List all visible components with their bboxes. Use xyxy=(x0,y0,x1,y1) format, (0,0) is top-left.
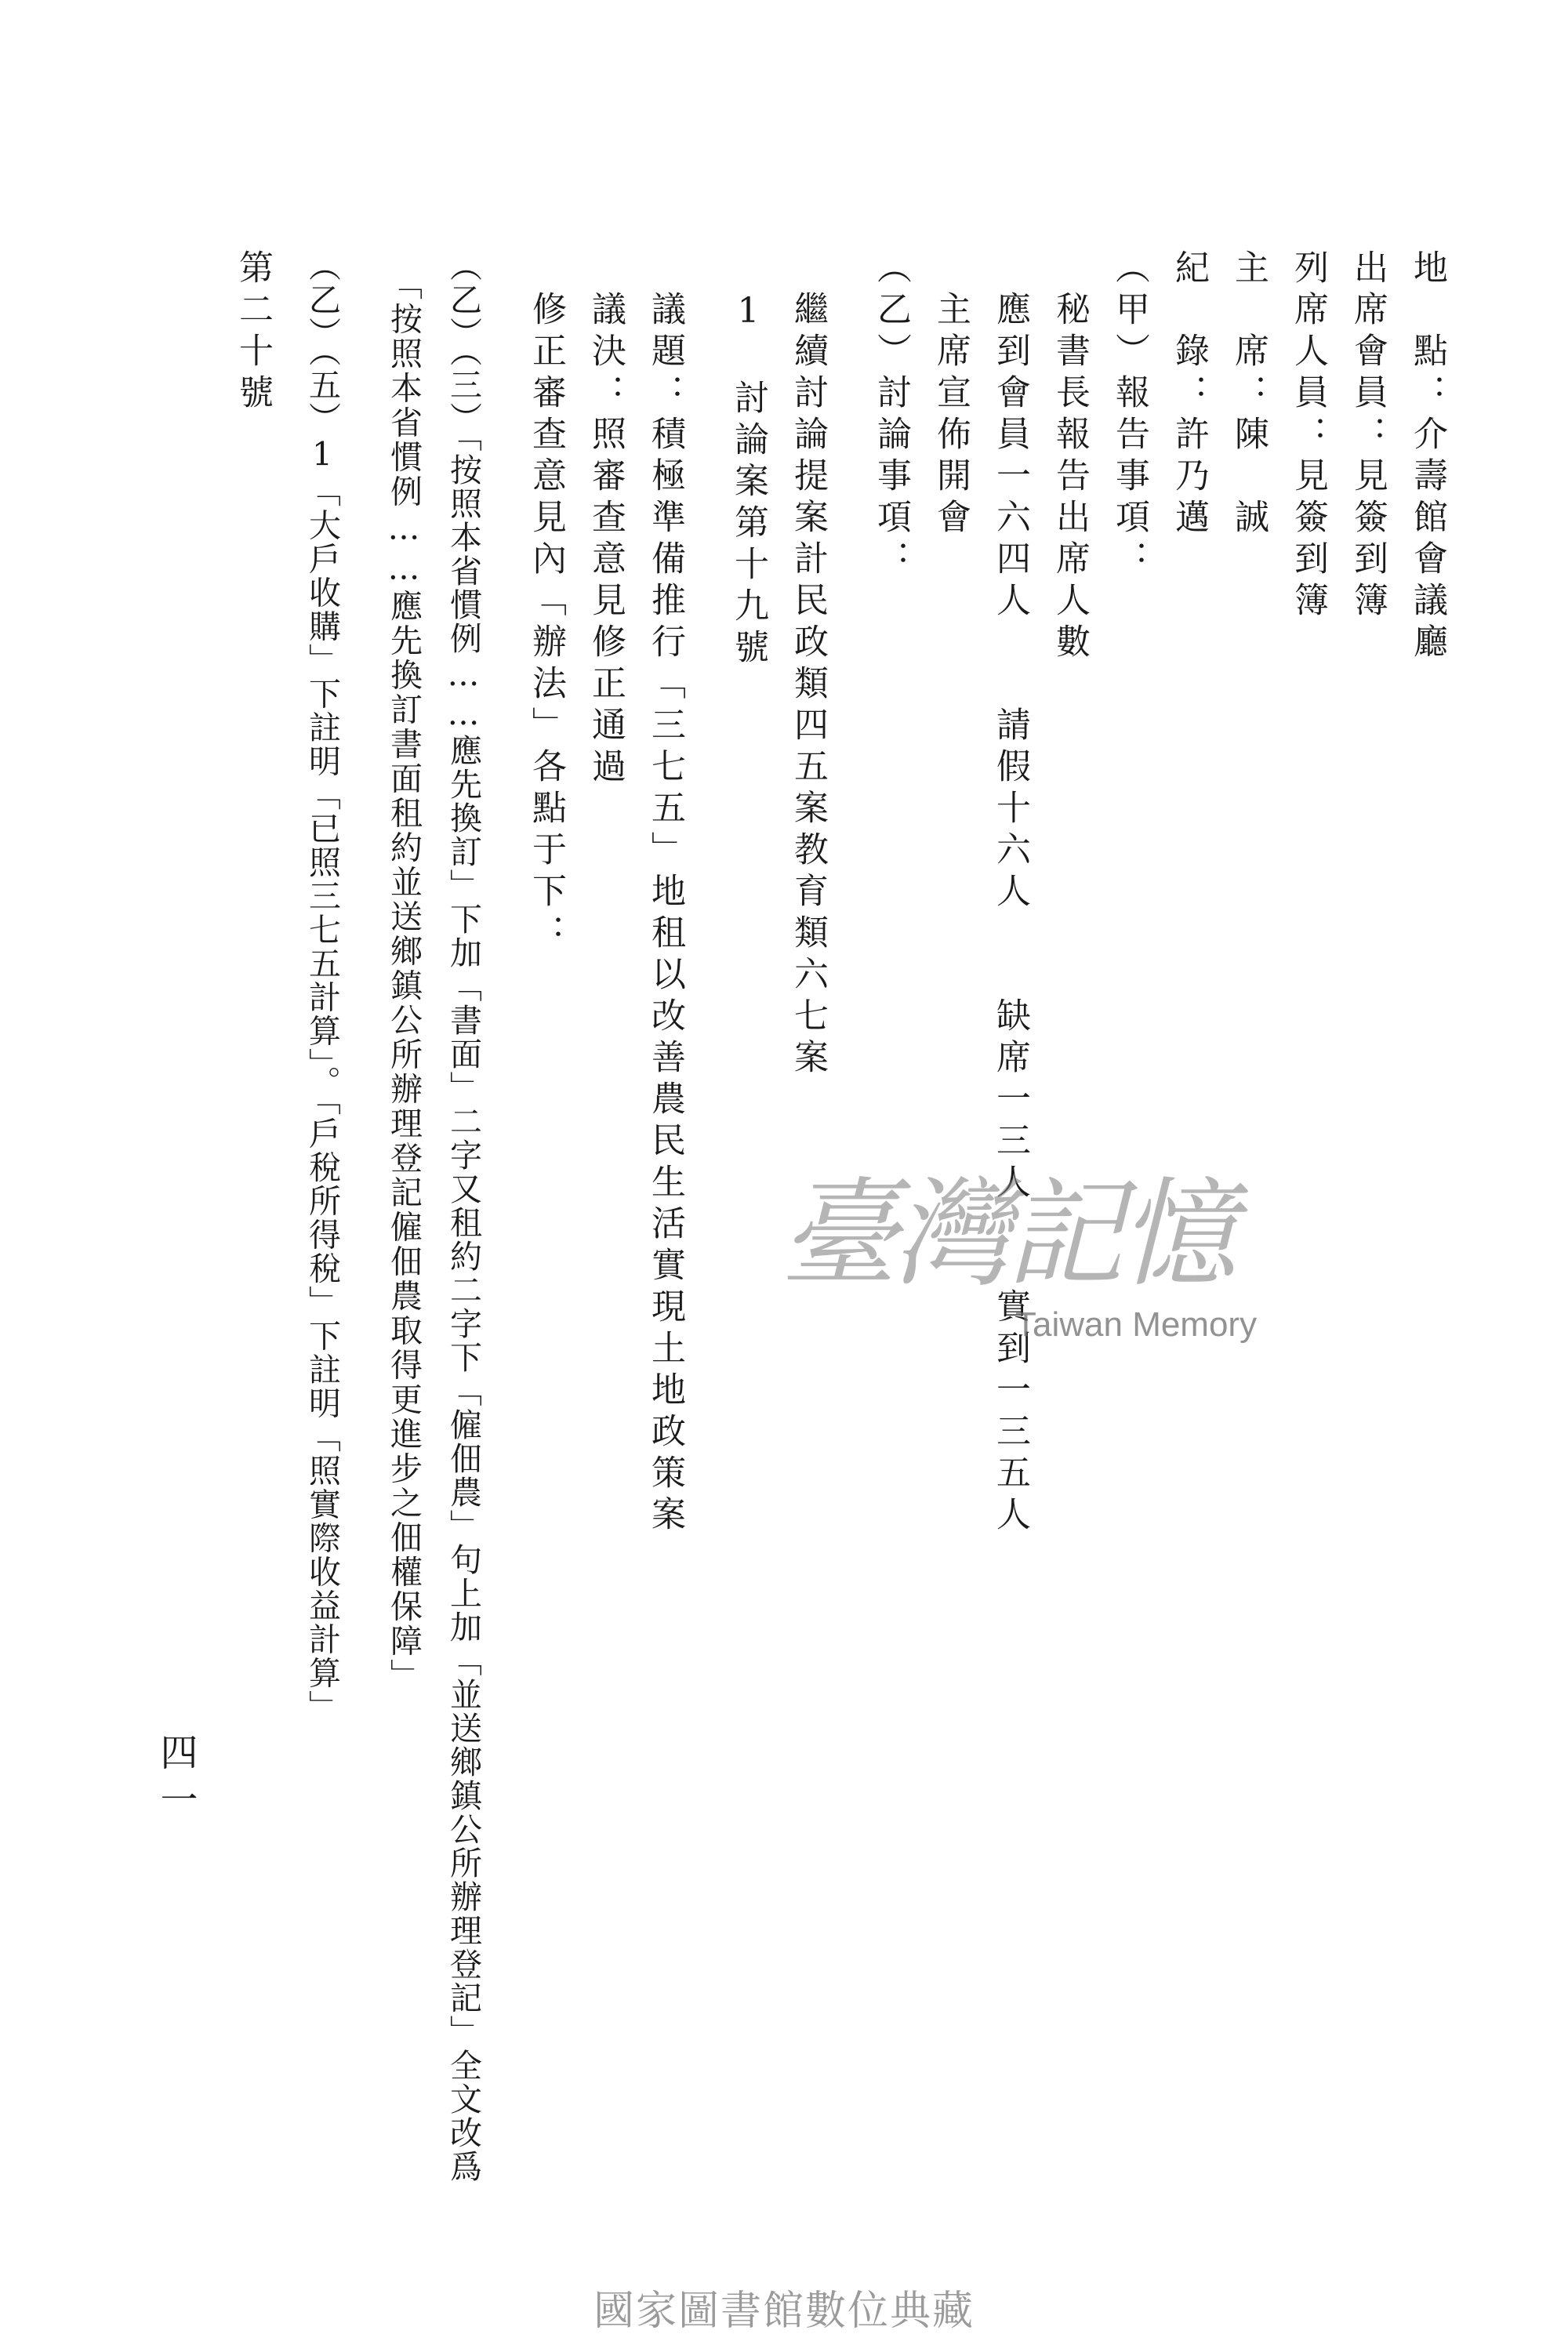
text-line-chair: 主 席：陳 誠 xyxy=(1229,249,1269,540)
text-line-no-20: 第二十號 xyxy=(233,249,273,416)
text-line-amendment-b5: （乙）（五）1「大戶收購」下註明「已照三七五計算」。「戶稅所得稅」下註明「照實際收益計算」 xyxy=(303,249,341,1724)
text-line-case-19: 1 討論案第十九號 xyxy=(728,249,768,670)
text-line-amendment-b3: （乙）（三）「按照本省慣例……應先換訂」下加「書面」二字又租約二字下「僱佃農」句上加「並送鄉鎮公所辦理登記」全文改爲 xyxy=(445,249,482,2183)
text-line-observers: 列席人員：見簽到簿 xyxy=(1288,249,1328,623)
text-line-secretary-report: 秘書長報告出席人數 xyxy=(1050,249,1090,665)
text-line-recorder: 紀 錄：許乃邁 xyxy=(1169,249,1209,540)
text-line-topic: 議題：積極準備推行「三七五」地租以改善農民生活實現土地政策案 xyxy=(645,249,685,1537)
taiwan-memory-watermark xyxy=(780,1167,1282,1364)
text-line-continue-discussion: 繼續討論提案計民政類四五案教育類六七案 xyxy=(788,249,828,1080)
text-line-attendance-count: 應到會員一六四人 請假十六人 缺席一三人 實到一三五人 xyxy=(990,249,1030,1537)
text-line-amendment-intro: 修正審查意見內「辦法」各點于下： xyxy=(526,249,566,956)
watermark-chinese-text: 臺灣記憶 xyxy=(780,1167,1232,1303)
text-line-resolution: 議決：照審查意見修正通過 xyxy=(586,249,626,789)
text-line-location: 地 點：介壽館會議廳 xyxy=(1407,249,1447,665)
text-line-meeting-open: 主席宣佈開會 xyxy=(931,249,971,540)
page-number: 四一 xyxy=(154,1733,198,1827)
text-line-section-discussion: （乙）討論事項： xyxy=(871,249,911,582)
text-line-attendees: 出席會員：見簽到簿 xyxy=(1348,249,1388,623)
text-line-amendment-b3-full: 「按照本省慣例……應先換訂書面租約並送鄉鎮公所辦理登記僱佃農取得更進步之佃權保障」 xyxy=(385,249,423,1693)
watermark-english-text: Taiwan Memory xyxy=(1015,1305,1258,1344)
library-footer: 國家圖書館數位典藏 xyxy=(593,2288,975,2335)
text-line-section-report: （甲）報告事項： xyxy=(1109,249,1149,582)
